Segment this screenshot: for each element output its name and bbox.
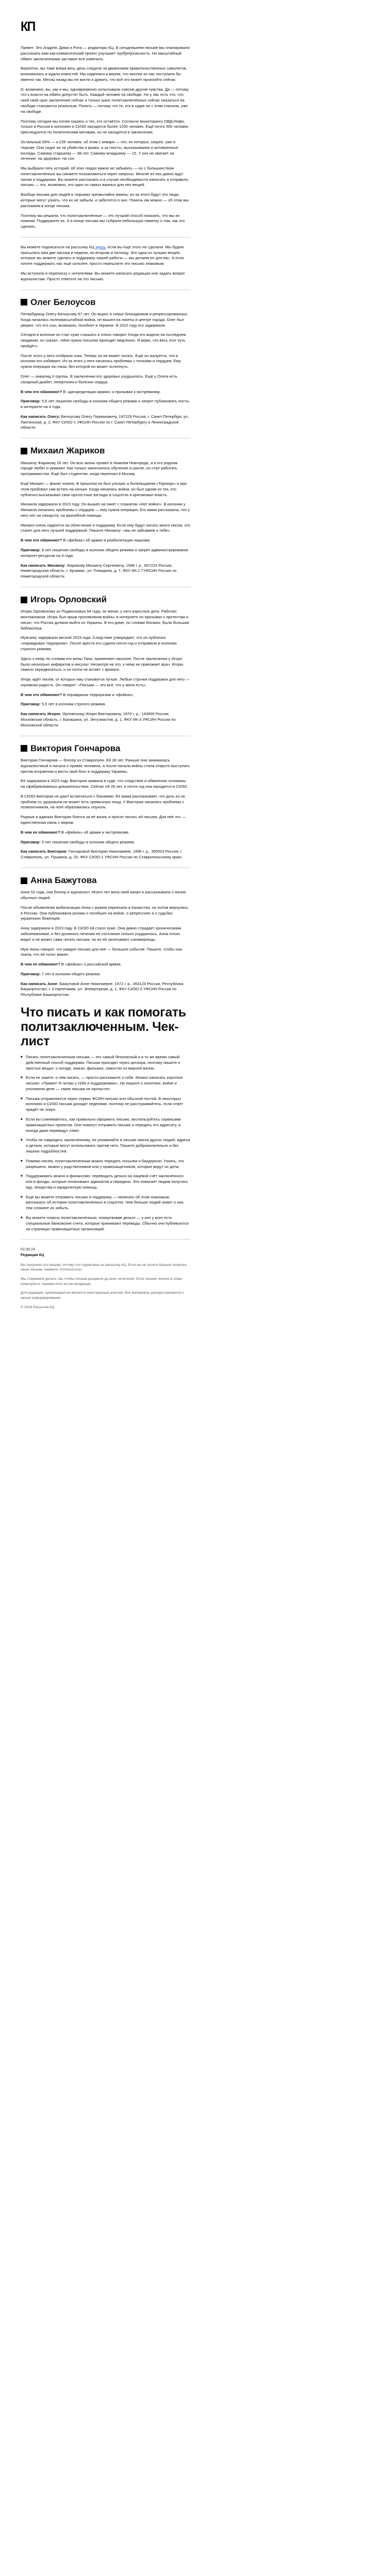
address-text: Жарикову Михаилу Сергеевичу, 1998 г. р., 607223 Россия, Нижегородская область, г. Арзамас, ул. Пландина, д. 7, ФКУ ИК-1 ГУФСИН России по Нижегородской области. [21, 563, 177, 579]
sentence-label: Приговор: [21, 839, 41, 844]
charge-text: В «фейках» об армии и экстремизме. [61, 829, 130, 835]
address-line [21, 711, 191, 728]
charge-label: В чем его обвиняют? [21, 389, 62, 394]
square-bullet-icon [21, 597, 27, 603]
person-paragraph: В СИЗО Виктории не дают встречаться с близкими. Её мама рассказывает, что дочь из-за проблем со здоровьем не может есть привычную пищу. У Виктории начались проблемы с позвоночником, на ноге образовалась опухоль. [21, 793, 185, 810]
square-bullet-icon [21, 299, 27, 306]
issue-signature: Редакция КЦ [21, 1252, 44, 1257]
sentence-label: Приговор: [21, 971, 41, 976]
person-paragraph: Михаилу Жарикову 26 лет. Он всю жизнь провел в Нижнем Новгороде, а в его родном городе любят и уважают. Как только закончилось обучение в школе, он стал работать программистом. Ещё был студентом, когда переехал в Москву. [21, 460, 178, 477]
subscribe-link[interactable]: здесь [95, 244, 106, 249]
address-text: Орловскому Игорю Викторовичу, 1970 г. р., 143900 Россия, Московская область, г. Балашиха, ул. Энтузиастов, д. 1, ФКУ ИК-3 УФСИН России по Московской области. [21, 711, 176, 727]
intro-paragraph: Поэтому сегодня мы хотим сказать о тех, кто остаётся. Согласно мониторингу ОВД-Инфо, только в России в колониях и СИЗО находятся более 1200 человек. Ещё почти 500 человек преследуются по политическим мотивам, но не находятся в заключении. [21, 118, 188, 135]
person-name: Михаил Жариков [30, 446, 105, 456]
sentence-text: 5,5 лет лишения свободы в колонии общего режима и запрет публиковать посты в интернете на 4 года. [21, 399, 189, 410]
guide-title: Что писать и как помогать политзаключенным. Чек-лист [21, 1005, 186, 1049]
sentence-label: Приговор: [21, 548, 41, 552]
person-paragraph: Виктория Гончарова — блогер из Ставрополя. Ей 28 лет. Раньше она занималась журналистикой и писала о правах человека, а после начала войны стала открыто выступать против вторжения и вести свой блог в поддержку Украины. [21, 757, 190, 774]
charge-line [21, 692, 191, 698]
person-paragraph: Игорь ждёт писем, от которых ему становится лучше. Любые строчки поддержки для него — огромная радость. Он говорит: «Письма — это всё, что у меня есть». [21, 677, 190, 687]
person-paragraph: Муж Анны говорит, что каждое письмо для неё — большое событие. Пишите, чтобы она знала, что её голос важен. [21, 946, 182, 957]
person-paragraph: Михаила задержали в 2023 году. Он вышел на пикет с плакатом «Нет войне». В колонии у Михаила начались проблемы с сердцем — ему нужна операция. Его мама рассказала, что у него нет ни лекарств, ни врачебной помощи. [21, 502, 190, 518]
person-paragraph: Игорю Орловскому из Подмосковья 54 года, он женат, у него взрослые дети. Работал монтажником. Игорь был ярым противником войны: в интернете он призывал к протестам и писал, что Россия должна выйти из Украины. В его доме, по словам близких, была большая библиотека. [21, 609, 189, 631]
intro-paragraph: Поэтому мы решили, что политзаключённые — это лучший способ показать, что мы их помним. Поддержите их. А в конце письма мы собрали небольшую памятку о том, как это сделать. [21, 213, 185, 229]
person-paragraph: Михаил очень надеется на облегчение и поддержку. Если ему будут писать много писем, это станет для него лучшей поддержкой. Пишите Михаилу: «мы не забываем о тебе». [21, 522, 190, 533]
person-heading [21, 875, 191, 886]
address-line [21, 414, 191, 431]
address-text: Белоусову Олегу Германовичу, 197229 Россия, г. Санкт-Петербург, ул. Лахтинская, д. 2, ФКУ СИЗО-1 УФСИН России по г. Санкт-Петербургу и Ленинградской области. [21, 414, 189, 430]
person-paragraph: После этого у него отобрали очки. Теперь он не может читать. Ещё он жалуется, что в колонии его избивают. Из-за этого у него начались проблемы с почками и сердцем. Ему нужна операция на глаза, без которой он может ослепнуть. [21, 353, 181, 369]
sentence-line [21, 399, 191, 410]
newsletter-footer [21, 1247, 191, 1310]
subscription-section [21, 245, 191, 282]
person-paragraph: Анну задержали в 2023 году. В СИЗО ей стало хуже. Она давно страдает хроническими заболеваниями, и без должного лечения её состояние сильно ухудшилось. Анна плохо видит и не может сама читать письма, но их ей зачитывают сокамерницы. [21, 926, 181, 942]
issue-date: 02.08.24 [21, 1247, 35, 1252]
sentence-line [21, 702, 191, 707]
person-name: Олег Белоусов [30, 297, 96, 307]
charge-label: В чем его обвиняют? [21, 692, 62, 697]
person-paragraph: Анне 52 года, она блогер и журналист. Много лет вела свой канал и рассказывала о жизни обычных людей. [21, 890, 186, 901]
guide-item: ■ Если не знаете, о чём писать, — просто расскажите о себе. Можно написать короткое письмо: «Привет! Я читаю о тебе и поддерживаю». Не пишите о политике, войне и уголовном деле — такие письма не пропустят. [21, 1075, 191, 1092]
sentence-text: 5 лет лишения свободы в колонии общего режима. [41, 839, 135, 844]
divider [21, 237, 191, 238]
guide-item: ■ Вы можете помочь политзаключённым, пожертвовав деньги — у них у всех есть специальные банковские счета, которые принимают переводы. Обычно они публикуются на страницах правозащитных организаций. [21, 1215, 191, 1232]
intro-paragraph: Мы выбрали пять историй, об этих людях важно не забывать — но с большинством политзаключённых вы сможете познакомиться через запросы. Многие из них давно ждут писем и поддержки. Вы можете рассказать и в случае необходимости написать и отправить письмо — это, возможно, это одно из самых важных для них вещей. [21, 166, 189, 188]
guide-item: ■ Поддерживать можно и финансово: переводить деньги на лицевой счёт заключённого или в фонды, которые оплачивают адвокатов и передачи. Это помогает людям получать еду, лекарства и юридическую помощь. [21, 1174, 191, 1190]
charge-text: В оправдании терроризма и «фейках». [63, 692, 135, 697]
sentence-label: Приговор: [21, 399, 41, 404]
newsletter-body [21, 45, 191, 1314]
footer-note: Для редакции: организация не является иностранным агентом. Все материалы распространяются с целью информирования. [21, 1291, 184, 1300]
charge-line [21, 389, 191, 395]
person-name: Игорь Орловский [30, 594, 107, 604]
person-paragraph: Её задержали в 2023 году. Виктория заявила в суде, что следствие и обвинение основаны на сфабрикованных доказательствах. Сейчас ей 28 лет, и почти год она находится в СИЗО. [21, 778, 188, 789]
charge-label: В чем ее обвиняют? [21, 962, 60, 967]
address-line [21, 563, 191, 580]
person-section [21, 595, 191, 728]
guide-list [21, 1055, 191, 1232]
address-text: Гончаровой Виктории Николаевне, 1996 г. р., 355003 Россия, г. Ставрополь, ул. Пушкина, д. 20, ФКУ СИЗО-1 УФСИН России по Ставропольскому краю. [21, 849, 183, 860]
footer-note: Вы получили это письмо, потому что подписаны на рассылку КЦ. Если вы не хотите больше получать наши письма, нажмите «Отписаться». [21, 1263, 187, 1272]
sentence-label: Приговор: [21, 702, 41, 707]
charge-text: В «дискредитации армии» и призывах к экстремизму. [63, 389, 161, 394]
person-section [21, 297, 191, 431]
charge-line [21, 830, 191, 836]
person-heading [21, 297, 191, 308]
sentence-line [21, 840, 191, 845]
guide-item: ■ Писать политзаключенным письма — это самый безопасный и в то же время самый действенный способ поддержки. Письма приходят через цензора, поэтому пишите о простых вещах: о погоде, книгах, фильмах, новостях из мирной жизни. [21, 1055, 191, 1071]
person-paragraph: Петербуржцу Олегу Белоусову 67 лет. Он вырос в семье блокадников и репрессированных. Когда началась полномасштабная война, он вышел на пикеты в центре города. Олег был уверен, что его сын, возможно, погибнет в Украине. В 2022 году его задержали. [21, 311, 189, 328]
sentence-line [21, 548, 191, 559]
footer-note: Мы стараемся делать так, чтобы письма доходили до всех читателей. Если письмо попало в спам, пожалуйста, переместите его во входящие. [21, 1277, 182, 1286]
copyright: © 2024 Рассылка КЦ [21, 1305, 55, 1309]
address-label: Как написать Виктории: [21, 849, 68, 854]
charge-text: В «фейках» о российской армии. [61, 962, 122, 967]
intro-section [21, 45, 191, 230]
sentence-text: 5,5 лет в колонии строгого режима. [41, 702, 106, 707]
subscription-text-tail: , если вы еще этого не сделали. Мы будем присылать вам две письма в неделю, во вторник и пятницу. Это одна из лучших вещей, которые вы можете сделать в поддержку нашей работы — мы делаем ее для вас. А если хотите поддержать нас ещё сильнее, просто перешлите это письмо знакомым. [21, 244, 184, 266]
person-paragraph: Здесь к нему, по словам его жены Тани, применяют насилие. После заключения у Игоря было несколько инфарктов и инсульт. Несмотря на это, к нему не приезжает врач. Игорю тяжело передвигаться, и он почти не встаёт с кровати. [21, 656, 183, 672]
share-note: Мы вступили в переписку с читателями. Вы можете написать редакции или задать вопрос журналистам. Просто ответьте на это письмо. [21, 271, 186, 281]
intro-paragraph: Вообще письма для людей в тюрьмах чрезвычайно важны: из-за этого будут эти люди, которые могут узнать, что их не забыли, и заботятся о них. Помочь им можно — об этом мы расскажем в конце письма. [21, 192, 189, 208]
person-name: Виктория Гончарова [30, 743, 121, 753]
intro-paragraph: И, возможно, вы, как и мы, одновременно испытывали совсем другие чувства. Да — потому что к власти на обмен допустят быть. Каждый человек на свободе. Но у нас есть что, что свой свой срок заключения сейчас и только шанс политзаключённых сейчас оказаться на свободе становится реальным. Понять — потому что те, кто в гадке не с этим списком, уже на свободе. [21, 87, 189, 114]
intro-paragraph: Вероятно, вы тоже вчера весь день следили за движением правительственных самолетов, волновались и ждали новостей. Мы надеемся и верим, что многие из нас поступили бы именно так. Месяц назад мы не могли и думать, что всё это может произойти сейчас. [21, 66, 187, 82]
charge-label: В чем ее обвиняют? [21, 829, 60, 835]
square-bullet-icon [21, 448, 27, 454]
intro-paragraph: Привет. Это Андрей, Дима и Рита — редакторы КЦ. В сегодняшнем письме мы планировали рассказать вам как-климатический проект улучшает труб[еп]опасность. Но масштабный обмен заключенными заставил всё изменить. [21, 45, 190, 61]
person-paragraph: Мужчину задержали весной 2023 года. Следствие утверждает, что он публично «оправдывал терроризм». После ареста его судили почти год и отправили в колонию строгого режима. [21, 635, 177, 651]
address-label: Как написать Олегу: [21, 414, 60, 419]
address-label: Как написать Анне: [21, 981, 59, 986]
person-paragraph: После объявления мобилизации Анна с мужем переехали в Казахстан, но потом вернулись в Россию. Она публиковала ролики о погибших на войне, о репрессиях и о судьбах украинских беженцев. [21, 905, 189, 921]
person-paragraph: Сегодня в колонии он стал хуже слышать и плохо говорит. Когда его видели на последнем свидании, он сказал: «Мне нужно посылки приходят медленно. Я верю, что весь этот путь пройдёт». [21, 332, 186, 348]
person-heading [21, 743, 191, 754]
person-paragraph: Ещё Михаил — фанат хоккея. В прошлом он был ультрас и болельщиком «Торпедо» и при этом пробовал сам встать на коньки. Когда началась война, он был одним из тех, кто публично высказывал свои протестные взгляды в соцсетях и критиковал власть. [21, 481, 187, 497]
guide-item: ■ Ещё вы можете отправить письмо в поддержку — написать об этом знакомым, рассказать об истории политзаключённых в соцсетях. Чем больше людей знают о них, тем сложнее их забыть. [21, 1195, 191, 1211]
sentence-line [21, 972, 191, 977]
charge-label: В чем его обвиняют? [21, 538, 62, 543]
address-label: Как написать Михаилу: [21, 563, 66, 568]
guide-item: ■ Если вы сомневаетесь, как правильно оформить письмо, воспользуйтесь сервисами правозащитных проектов. Они помогут отправить письмо и передать его адресату, а иногда даже переведут ответ. [21, 1117, 191, 1133]
guide-item: ■ Письма отправляются через сервис ФСИН-письмо или обычной почтой. В некоторых колониях и СИЗО письма доходят неделями, поэтому не расстраивайтесь, если ответ придёт не скоро. [21, 1096, 191, 1113]
charge-line [21, 962, 191, 968]
address-line [21, 981, 191, 998]
subscription-text: Вы можете подписаться на рассылку КЦ [21, 244, 95, 249]
sentence-text: 7 лет в колонии общего режима. [41, 971, 101, 976]
person-paragraph: Олег — инвалид II группы. В заключении его здоровье ухудшилось. Ещё у Олега есть сахарный диабет, гипертония и болезни сердца. [21, 374, 177, 384]
charge-text: В «фейках» об армии и реабилитации нацизма. [63, 538, 151, 543]
guide-item: ■ Чтобы не навредить заключённому, не упоминайте в письме имена других людей, адреса и детали, которые могут использовать против него. Пишите доброжелательно и без лишних подробностей. [21, 1138, 191, 1154]
charge-line [21, 538, 191, 544]
square-bullet-icon [21, 745, 27, 752]
intro-paragraph: Остальные 69% — и 235 человек, об этом с января — это, их которых, скорее, уже в тюрьме. Они сидят не за убийства и кражи, а за тексты, высказывания и антивоенные взгляды. Самому старшему — 86 лет. Самому младшему — 15. У них не хватает на лечение, на здоровье, на сон. [21, 139, 178, 161]
address-text: Бажутовой Анне Николаевне, 1972 г. р., 453124 Россия, Республика Башкортостан, г. Стерлитамак, ул. Элеваторная, д. 1, ФКУ СИЗО-2 УФСИН России по Республике Башкортостан. [21, 981, 183, 997]
guide-section [21, 1005, 191, 1232]
guide-item: ■ Помимо писем, политзаключённым можно передать посылки и бандероли. Узнать, что разрешено, можно у родственников или у правозащитников, которые ведут их дела. [21, 1159, 191, 1170]
person-heading [21, 595, 191, 605]
person-section [21, 875, 191, 998]
subscription-note [21, 245, 191, 267]
logo: КП [21, 19, 35, 34]
address-label: Как написать Игорю: [21, 711, 61, 717]
sentence-text: 8 лет лишения свободы в колонии общего режима и запрет администрирования интернет-ресурсов на 4 года. [21, 548, 188, 558]
address-line [21, 849, 191, 860]
person-paragraph: Родные и адвокат Виктории боятся за её жизнь и просят писать ей письма. Для неё это — единственная связь с миром. [21, 815, 186, 825]
person-name: Анна Бажутова [30, 875, 97, 885]
person-section [21, 446, 191, 580]
person-heading [21, 446, 191, 456]
square-bullet-icon [21, 877, 27, 884]
divider [21, 1239, 191, 1240]
person-section [21, 743, 191, 860]
